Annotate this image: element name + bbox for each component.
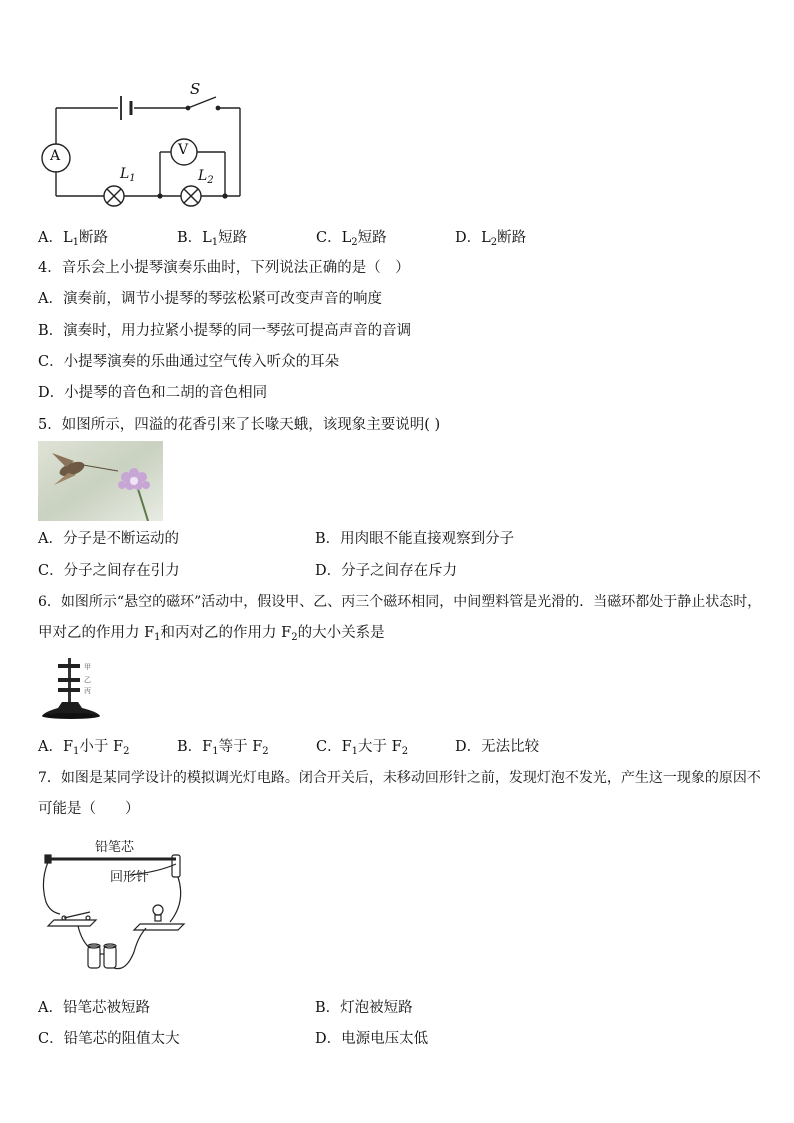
q4-option-a: A．演奏前，调节小提琴的琴弦松紧可改变声音的响度 xyxy=(38,291,382,307)
q3-option-a: A．$L_1$断路 xyxy=(38,230,108,248)
q5-option-d: D．分子之间存在斥力 xyxy=(315,563,458,579)
q3-lamp2-label: $L_2$ xyxy=(198,168,214,186)
q6-option-d: D．无法比较 xyxy=(455,739,540,755)
q6-label-jia: 甲 xyxy=(84,663,91,671)
q6-magnet-ring-figure xyxy=(40,656,102,720)
q4-stem: 4．音乐会上小提琴演奏乐曲时，下列说法正确的是（ ） xyxy=(38,260,410,276)
q6-option-b: B．$F_1$等于 $F_2$ xyxy=(177,739,269,757)
q3-circuit-figure xyxy=(38,82,248,212)
q6-label-yi: 乙 xyxy=(84,676,91,684)
q7-stem-line1: 7．如图是某同学设计的模拟调光灯电路。闭合开关后，未移动回形针之前，发现灯泡不发光，产生这一现象的原因不 xyxy=(38,770,761,786)
q7-stem-line2: 可能是（ ） xyxy=(38,801,140,817)
q3-lamp1-label: $L_1$ xyxy=(120,166,136,184)
q3-option-d: D．$L_2$断路 xyxy=(455,230,527,248)
q6-option-a: A．$F_1$小于 $F_2$ xyxy=(38,739,130,757)
q3-ammeter-label: A xyxy=(50,148,61,164)
q7-clip-label: 回形针 xyxy=(110,870,150,885)
q7-option-d: D．电源电压太低 xyxy=(315,1031,429,1047)
q4-option-b: B．演奏时，用力拉紧小提琴的同一琴弦可提高声音的音调 xyxy=(38,323,412,339)
q7-pencil-label: 铅笔芯 xyxy=(95,840,135,855)
q7-option-a: A．铅笔芯被短路 xyxy=(38,1000,150,1016)
q3-option-c: C．$L_2$短路 xyxy=(316,230,387,248)
q7-option-b: B．灯泡被短路 xyxy=(315,1000,413,1016)
q4-option-d: D．小提琴的音色和二胡的音色相同 xyxy=(38,385,268,401)
q6-stem-line1: 6．如图所示“悬空的磁环”活动中，假设甲、乙、丙三个磁环相同，中间塑料管是光滑的．当磁环都处于静止状态时， xyxy=(38,594,762,610)
q3-switch-label: S xyxy=(190,80,201,98)
q3-option-b: B．$L_1$短路 xyxy=(177,230,248,248)
q6-label-bing: 丙 xyxy=(84,687,91,695)
q5-option-c: C．分子之间存在引力 xyxy=(38,563,180,579)
q6-option-c: C．$F_1$大于 $F_2$ xyxy=(316,739,409,757)
q5-option-a: A．分子是不断运动的 xyxy=(38,531,179,547)
q5-option-b: B．用肉眼不能直接观察到分子 xyxy=(315,531,515,547)
q7-option-c: C．铅笔芯的阻值太大 xyxy=(38,1031,180,1047)
q5-stem: 5．如图所示，四溢的花香引来了长喙天蛾，该现象主要说明( ) xyxy=(38,417,441,433)
q7-dimmer-circuit-figure xyxy=(38,832,188,977)
q6-stem-line2: 甲对乙的作用力 $F_1$和丙对乙的作用力 $F_2$的大小关系是 xyxy=(38,625,385,643)
q4-option-c: C．小提琴演奏的乐曲通过空气传入听众的耳朵 xyxy=(38,354,340,370)
q3-voltmeter-label: V xyxy=(178,142,189,158)
q5-moth-flower-photo xyxy=(38,441,163,521)
